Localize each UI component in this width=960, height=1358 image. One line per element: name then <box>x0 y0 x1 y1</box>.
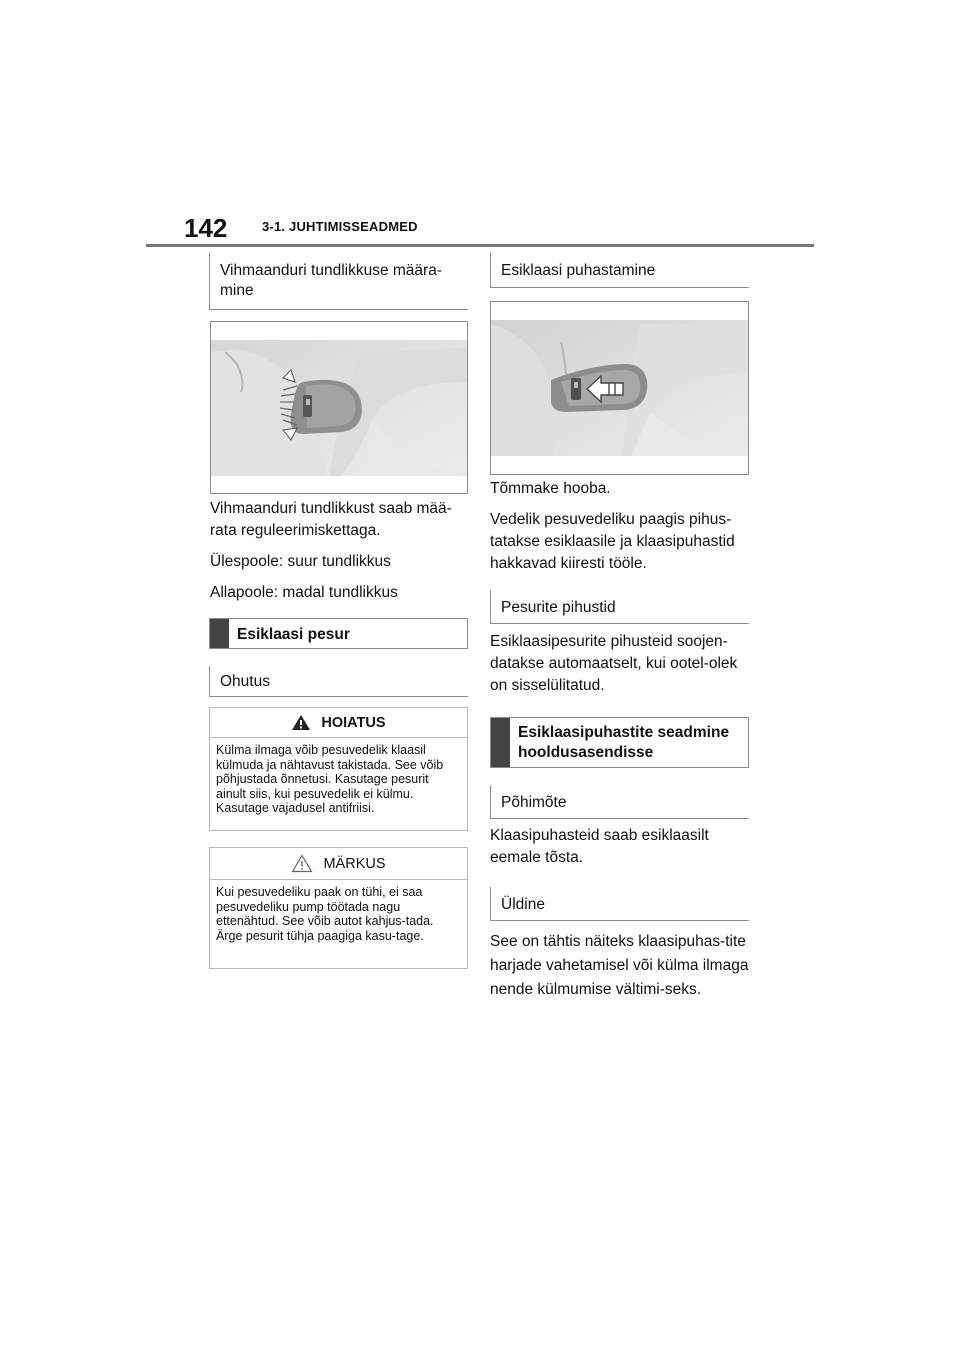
illustration-wiper-lever <box>491 302 748 474</box>
section-marker <box>210 619 229 648</box>
para-down-low: Allapoole: madal tundlikkus <box>210 584 398 601</box>
chapter-title: 3-1. JUHTIMISSEADMED <box>262 219 418 234</box>
warning-header <box>210 708 467 737</box>
subhead-label: Ohutus <box>220 673 270 690</box>
para-pull-lever: Tõmmake hooba. <box>490 480 611 497</box>
figure-rain-sensor-dial <box>210 321 468 494</box>
warning-text: Külma ilmaga võib pesuvedelik klaasil külmuda ja nähtavust takistada. See võib põhjustada õnnetusi. Kasutage pesurit ainult siis, kui pesuvedelik ei külmu. Kasutage vajadusel antifriisi. <box>210 737 467 822</box>
illustration-sensitivity-dial <box>211 322 467 493</box>
note-header <box>210 848 467 879</box>
figure-wiper-lever <box>490 301 749 475</box>
subhead-label: Üldine <box>501 896 545 913</box>
subhead-label: Vihmaanduri tundlikkuse määra-mine <box>220 262 442 299</box>
warning-title: HOIATUS <box>321 714 386 731</box>
para-dial-adjust: Vihmaanduri tundlikkust saab mää-rata reguleerimiskettaga. <box>210 500 452 539</box>
header-rule <box>146 244 814 247</box>
para-jets-heated: Esiklaasipesurite pihusteid soojen-datakse automaatselt, kui ootel-olek on sisselülitatud. <box>490 633 738 694</box>
subhead-rain-sensor-sensitivity <box>209 253 468 310</box>
subhead-windshield-cleaning <box>490 253 749 288</box>
note-text: Kui pesuvedeliku paak on tühi, ei saa pesuvedeliku pump töötada nagu ettenähtud. See võib autot kahjus-tada. Ärge pesurit tühja paagiga kasu-tage. <box>210 879 467 949</box>
para-up-high: Ülespoole: suur tundlikkus <box>210 553 391 570</box>
page-number: 142 <box>184 213 228 243</box>
para-wipers-lift: Klaasipuhasteid saab esiklaasilt eemale tõsta. <box>490 827 709 866</box>
warning-triangle-icon <box>291 714 311 731</box>
subhead-safety <box>209 666 468 697</box>
section-title: Esiklaasipuhastite seadmine hooldusasendisse <box>518 724 730 761</box>
note-triangle-icon <box>291 854 313 873</box>
section-windshield-washer <box>209 618 468 649</box>
subhead-label: Põhimõte <box>501 794 567 811</box>
note-box <box>209 847 468 969</box>
note-title: MÄRKUS <box>323 855 386 872</box>
subhead-general <box>490 887 749 921</box>
section-wiper-service-position <box>490 717 749 768</box>
subhead-label: Pesurite pihustid <box>501 599 616 616</box>
para-importance: See on tähtis näiteks klaasipuhas-tite harjade vahetamisel või külma ilmaga nende külmumise vältimi-seks. <box>490 933 749 998</box>
warning-box <box>209 707 468 831</box>
section-marker <box>491 718 510 767</box>
subhead-label: Esiklaasi puhastamine <box>501 262 656 279</box>
section-title: Esiklaasi pesur <box>237 626 350 643</box>
para-fluid-sprayed: Vedelik pesuvedeliku paagis pihus-tatakse esiklaasile ja klaasipuhastid hakkavad kiiresti tööle. <box>490 511 735 572</box>
subhead-principle <box>490 785 749 819</box>
subhead-washer-jets <box>490 590 749 624</box>
